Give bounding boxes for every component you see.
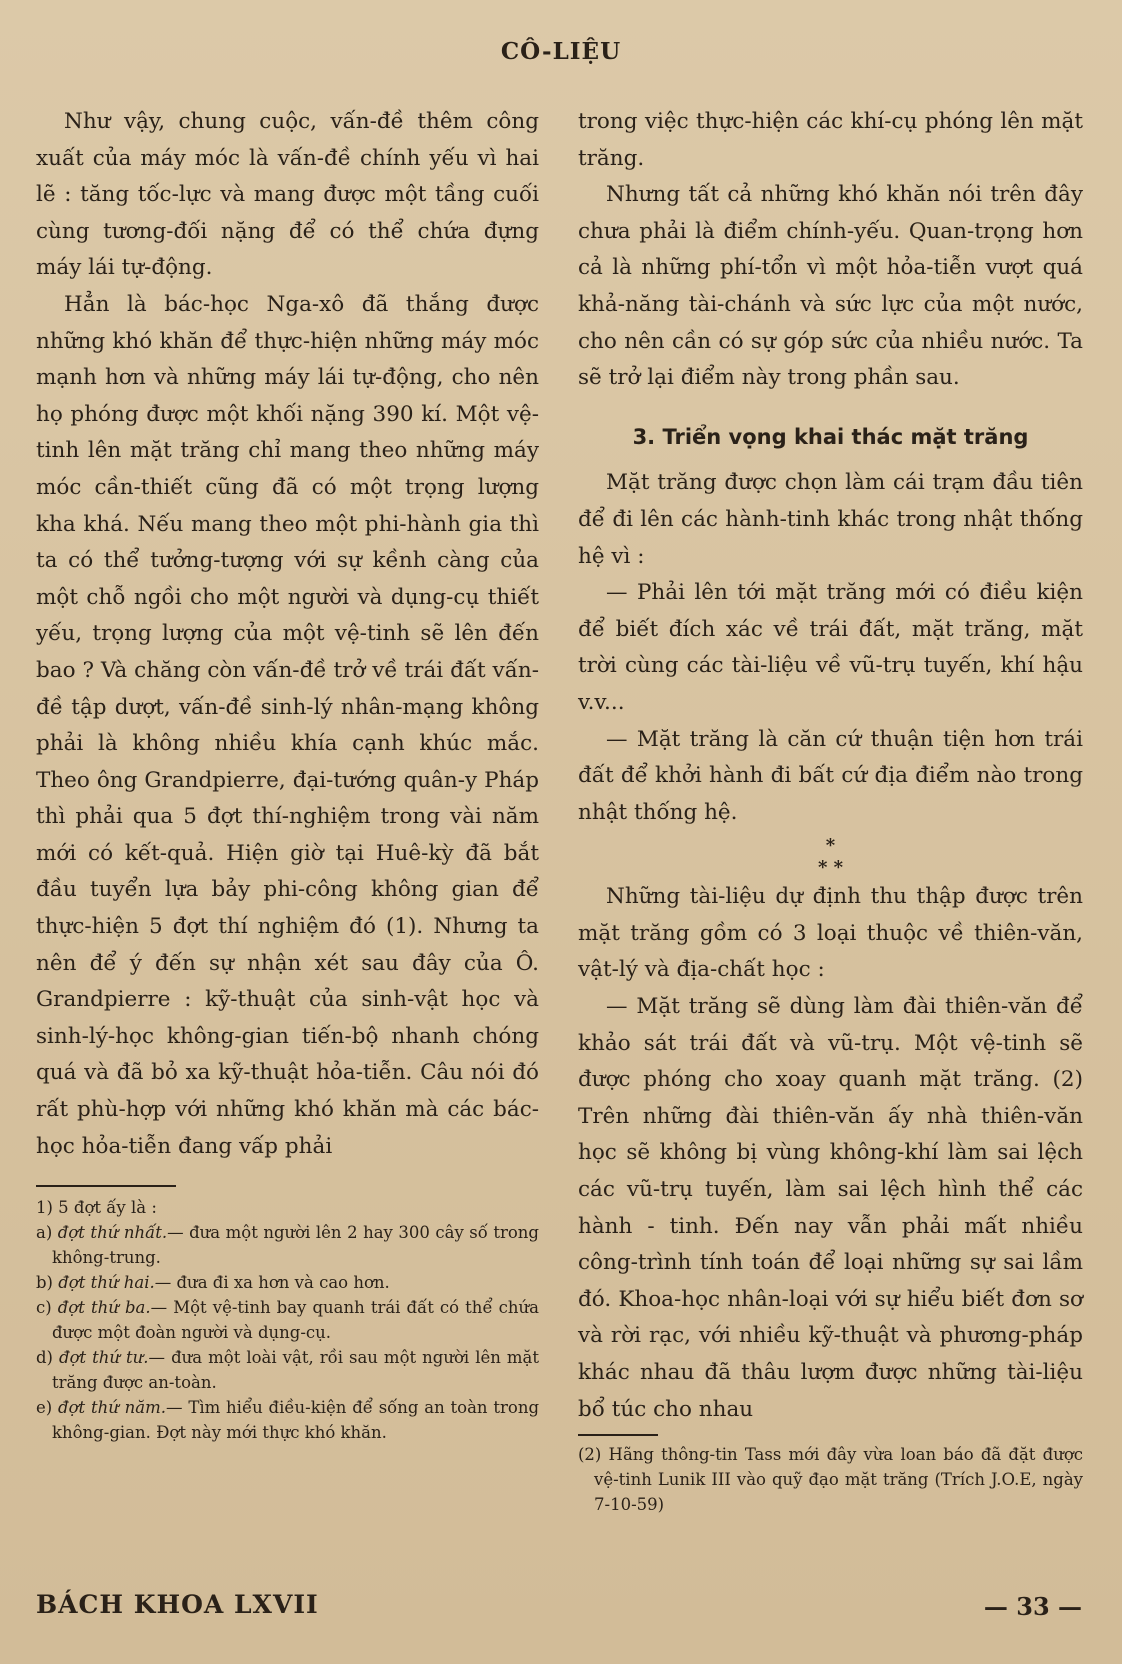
footnote-marker: c): [36, 1298, 52, 1318]
footnote-marker: d): [36, 1348, 53, 1368]
footnote-marker: e): [36, 1398, 53, 1418]
footnote-label: đợt thứ ba.—: [57, 1298, 168, 1318]
left-footnotes: [36, 1195, 539, 1445]
right-footnote: [578, 1442, 1083, 1517]
right-column: [578, 104, 1083, 1517]
right-paragraph-continuation: trong việc thực-hiện các khí-cụ phóng lên mặt trăng.: [578, 109, 1083, 171]
right-paragraph: — Mặt trăng sẽ dùng làm đài thiên-văn để khảo sát trái đất và vũ-trụ. Một vệ-tinh sẽ được phóng cho xoay quanh mặt trăng. (2) Trên những đài thiên-văn ấy nhà thiên-văn học sẽ không bị vùng không-khí làm sai lệch các vũ-trụ tuyến, làm sai lệch hình thể các hành - tinh. Đến nay vẫn phải mất nhiều công-trình tính toán để loại những sự sai lầm đó. Khoa-học nhân-loại với sự hiểu biết đơn sơ và rời rạc, với nhiều kỹ-thuật và phương-pháp khác nhau đã thâu lượm được những tài-liệu bổ túc cho nhau: [578, 994, 1083, 1422]
footnote-label: đợt thứ tư.—: [59, 1348, 166, 1368]
right-paragraph: Mặt trăng được chọn làm cái trạm đầu tiên để đi lên các hành-tinh khác trong nhật thống hệ vì :: [578, 470, 1083, 569]
footnote-item: [36, 1395, 539, 1445]
section-heading: [578, 419, 1083, 456]
footnote-marker: a): [36, 1223, 53, 1243]
footnote-item: (2) Hãng thông-tin Tass mới đây vừa loan báo đã đặt được vệ-tinh Lunik III vào quỹ đạo mặt trăng (Trích J.O.E, ngày 7-10-59): [578, 1445, 1083, 1515]
footnote-head: 1) 5 đợt ấy là :: [36, 1198, 157, 1218]
footnote-rule: [36, 1185, 176, 1187]
right-paragraph: Những tài-liệu dự định thu thập được trên mặt trăng gồm có 3 loại thuộc về thiên-văn, vật-lý và địa-chất học :: [578, 884, 1083, 983]
left-paragraph-2: Hẳn là bác-học Nga-xô đã thắng được những khó khăn để thực-hiện những máy móc mạnh hơn và những máy lái tự-động, cho nên họ phóng được một khối nặng 390 kí. Một vệ-tinh lên mặt trăng chỉ mang theo những máy móc cần-thiết cũng đã có một trọng lượng kha khá. Nếu mang theo một phi-hành gia thì ta có thể tưởng-tượng với sự kềnh càng của một chỗ ngồi cho một người và dụng-cụ thiết yếu, trọng lượng của một vệ-tinh sẽ lên đến bao ? Và chăng còn vấn-đề trở về trái đất vấn-đề tập dượt, vấn-đề sinh-lý nhân-mạng không phải là không nhiều khía cạnh khúc mắc. Theo ông Grandpierre, đại-tướng quân-y Pháp thì phải qua 5 đợt thí-nghiệm trong vài năm mới có kết-quả. Hiện giờ tại Huê-kỳ đã bắt đầu tuyển lựa bảy phi-công không gian để thực-hiện 5 đợt thí nghiệm đó (1). Nhưng ta nên để ý đến sự nhận xét sau đây của Ô. Grandpierre : kỹ-thuật của sinh-vật học và sinh-lý-học không-gian tiến-bộ nhanh chóng quá và đã bỏ xa kỹ-thuật hỏa-tiễn. Câu nói đó rất phù-hợp với những khó khăn mà các bác-học hỏa-tiễn đang vấp phải: [36, 291, 539, 1159]
section-title: Triển vọng khai thác mặt trăng: [662, 424, 1029, 449]
right-paragraph: Nhưng tất cả những khó khăn nói trên đây chưa phải là điểm chính-yếu. Quan-trọng hơn cả là những phí-tổn vì một hỏa-tiễn vượt quá khả-năng tài-chánh và sức lực của một nước, cho nên cần có sự góp sức của nhiều nước. Ta sẽ trở lại điểm này trong phần sau.: [578, 182, 1083, 391]
footnote-text: đưa đi xa hơn và cao hơn.: [176, 1273, 390, 1293]
footnote-label: đợt thứ năm.—: [58, 1398, 183, 1418]
footnote-item: [36, 1345, 539, 1395]
section-separator: * * *: [817, 835, 844, 879]
footnote-text: Một vệ-tinh bay quanh trái đất có thể chứa được một đoàn người và dụng-cụ.: [52, 1298, 540, 1343]
footnote-rule: [578, 1434, 658, 1436]
footnote-label: đợt thứ nhất.—: [57, 1223, 184, 1243]
right-paragraph: — Mặt trăng là căn cứ thuận tiện hơn trái đất để khởi hành đi bất cứ địa điểm nào trong nhật thống hệ.: [578, 726, 1083, 825]
footnote-item: [36, 1295, 539, 1345]
left-paragraph-1: Như vậy, chung cuộc, vấn-đề thêm công xuất của máy móc là vấn-đề chính yếu vì hai lẽ : tăng tốc-lực và mang được một tầng cuối cùng tương-đối nặng để có thể chứa đựng máy lái tự-động.: [36, 109, 539, 281]
footnote-text: Tìm hiểu điều-kiện để sống an toàn trong không-gian. Đợt này mới thực khó khăn.: [52, 1398, 540, 1443]
magazine-name: BÁCH KHOA LXVII: [36, 1590, 319, 1619]
section-number: 3.: [632, 424, 656, 449]
footnote-marker: b): [36, 1273, 53, 1293]
footnote-item: [36, 1270, 539, 1295]
left-column: [36, 104, 539, 1445]
page-header: CÔ-LIỆU: [500, 38, 622, 65]
footnote-text: đưa một loài vật, rồi sau một người lên mặt trăng được an-toàn.: [52, 1348, 539, 1393]
footnote-label: đợt thứ hai.—: [58, 1273, 172, 1293]
page-number: — 33 —: [983, 1592, 1082, 1621]
footnote-text: đưa một người lên 2 hay 300 cây số trong không-trung.: [52, 1223, 539, 1268]
right-paragraph: — Phải lên tới mặt trăng mới có điều kiện để biết đích xác về trái đất, mặt trăng, mặt trời cùng các tài-liệu về vũ-trụ tuyến, khí hậu v.v...: [578, 580, 1083, 715]
footnote-item: [36, 1220, 539, 1270]
